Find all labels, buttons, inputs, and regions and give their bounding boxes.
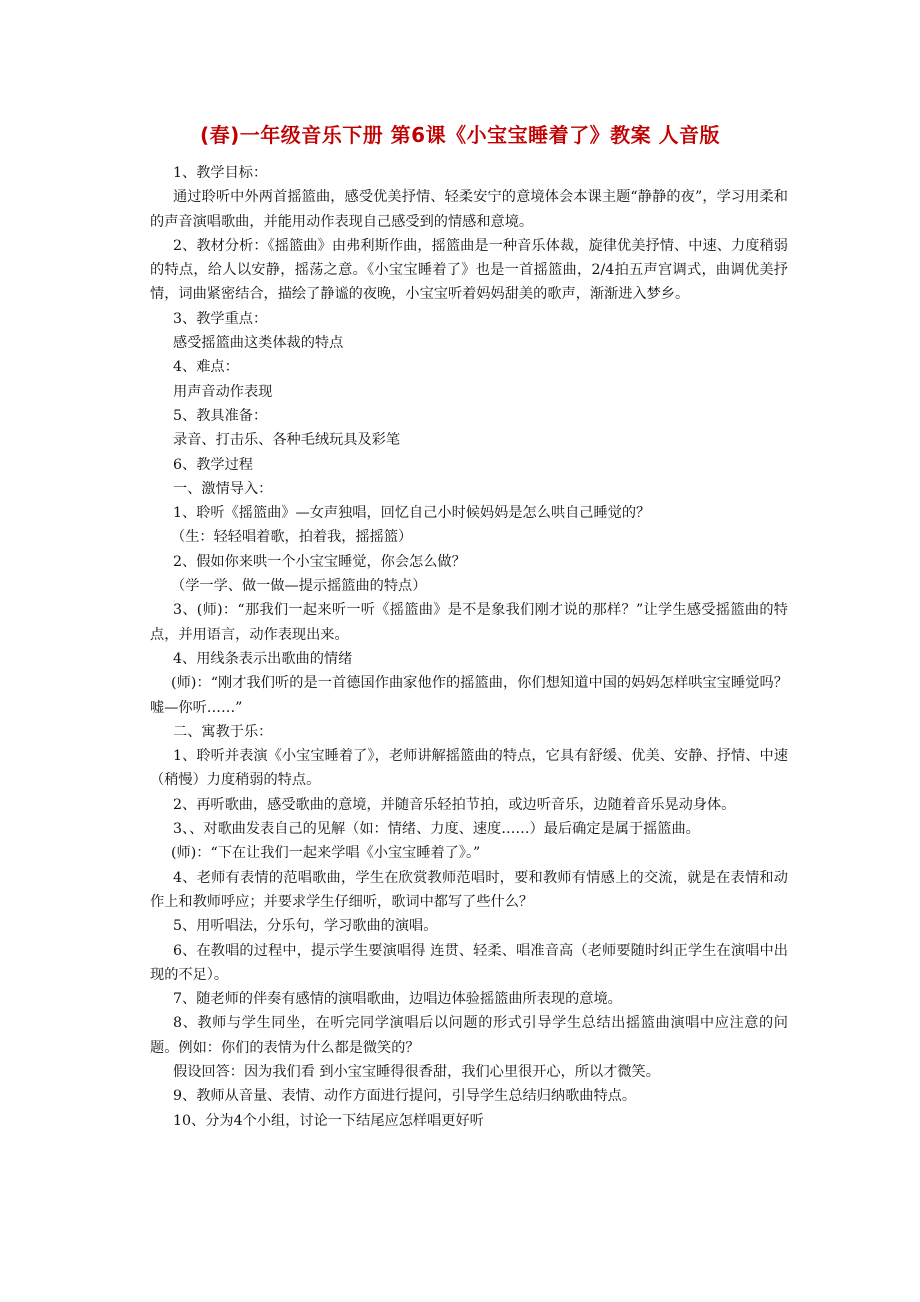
paragraph: 9、教师从音量、表情、动作方面进行提问，引导学生总结归纳歌曲特点。 [173, 1088, 637, 1105]
paragraph: 8、教师与学生同坐，在听完同学演唱后以问题的形式引导学生总结出摇篮曲演唱中应注意的问题。例如：你们的表情为什么都是微笑的？ [150, 1015, 788, 1056]
paragraph: 1、聆听并表演《小宝宝睡着了》，老师讲解摇篮曲的特点，它具有舒缓、优美、安静、抒情、中速（稍慢）力度稍弱的特点。 [150, 748, 788, 789]
paragraph: 6、教学过程 [173, 456, 253, 473]
paragraph: 2、假如你来哄一个小宝宝睡觉，你会怎么做？ [173, 553, 466, 570]
paragraph: 4、老师有表情的范唱歌曲，学生在欣赏教师范唱时，要和教师有情感上的交流，就是在表情和动作上和教师呼应；并要求学生仔细听，歌词中都写了些什么？ [150, 869, 788, 910]
paragraph: 4、用线条表示出歌曲的情绪 [173, 650, 353, 667]
paragraph: 5、用听唱法，分乐句，学习歌曲的演唱。 [173, 918, 438, 935]
paragraph: 10、分为4个小组，讨论一下结尾应怎样唱更好听 [173, 1112, 484, 1129]
paragraph: 7、随老师的伴奏有感情的演唱歌曲，边唱边体验摇篮曲所表现的意境。 [173, 991, 622, 1008]
paragraph: 通过聆听中外两首摇篮曲，感受优美抒情、轻柔安宁的意境体会本课主题“静静的夜”，学习用柔和的声音演唱歌曲，并能用动作表现自己感受到的情感和意境。 [150, 189, 788, 230]
document-title: (春)一年级音乐下册 第6课《小宝宝睡着了》教案 人音版 [199, 123, 721, 147]
paragraph: (师)：“刚才我们听的是一首德国作曲家他作的摇篮曲，你们想知道中国的妈妈怎样哄宝宝睡觉吗？嘘—你听……” [150, 675, 788, 716]
paragraph: 假设回答：因为我们看 到小宝宝睡得很香甜，我们心里很开心，所以才微笑。 [173, 1063, 660, 1080]
paragraph: 3、教学重点： [173, 310, 268, 327]
paragraph: （生：轻轻唱着歌，拍着我，摇摇篮） [171, 529, 413, 546]
paragraph: （学一学、做一做—提示摇篮曲的特点） [171, 578, 427, 595]
paragraph: 录音、打击乐、各种毛绒玩具及彩笔 [173, 432, 401, 449]
paragraph: 6、在教唱的过程中，提示学生要演唱得 连贯、轻柔、唱准音高（老师要随时纠正学生在演唱中出现的不足）。 [150, 942, 788, 983]
paragraph: 3、(师)：“那我们一起来听一听《摇篮曲》是不是象我们刚才说的那样？”让学生感受摇篮曲的特点，并用语言，动作表现出来。 [150, 602, 788, 643]
paragraph: 1、聆听《摇篮曲》—女声独唱，回忆自己小时候妈妈是怎么哄自己睡觉的？ [173, 505, 651, 522]
paragraph: 4、难点： [173, 359, 239, 376]
paragraph: 5、教具准备： [173, 407, 268, 424]
paragraph: 3、、对歌曲发表自己的见解（如：情绪、力度、速度……）最后确定是属于摇篮曲。 [173, 821, 700, 838]
document-body [150, 161, 788, 1133]
paragraph: 用声音动作表现 [173, 383, 273, 400]
paragraph: 一、激情导入： [173, 480, 273, 497]
paragraph: 2、教材分析：《摇篮曲》由弗利斯作曲，摇篮曲是一种音乐体裁，旋律优美抒情、中速、力度稍弱的特点，给人以安静，摇荡之意。《小宝宝睡着了》也是一首摇篮曲，2/4拍五声宫调式，曲调优美抒情，词曲紧密结合，描绘了静谧的夜晚，小宝宝听着妈妈甜美的歌声，渐渐进入梦乡。 [150, 237, 788, 303]
paragraph: (师)：“下在让我们一起来学唱《小宝宝睡着了》。” [171, 845, 481, 862]
paragraph: 感受摇篮曲这类体裁的特点 [173, 335, 344, 352]
paragraph: 二、寓教于乐： [173, 723, 273, 740]
paragraph: 2、再听歌曲，感受歌曲的意境，并随音乐轻拍节拍，或边听音乐，边随着音乐晃动身体。 [173, 796, 736, 813]
paragraph: 1、教学目标： [173, 165, 268, 181]
